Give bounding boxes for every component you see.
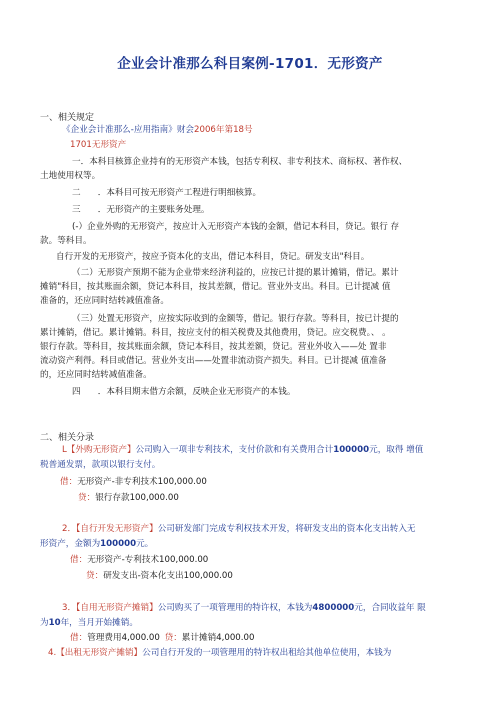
entry-3-years: 10 [48, 618, 61, 628]
entry-3-amount: 4800000 [312, 603, 355, 613]
entry-1-debit-text: 无形资产-非专利技术100,000.00 [77, 477, 207, 487]
entry-2-text: 公司研发部门完成专利权技术开发，将研发支出的资本化支出转入无 [157, 524, 416, 534]
entry-3-debit-text: 管理费用4,000.00 [87, 633, 160, 643]
entry-2-amount: 100000 [100, 539, 137, 549]
page-title: 企业会计准那么科目案例-1701．无形资产 [117, 56, 383, 72]
paragraph-7a: （三）处置无形资产，应按实际收到的金额等，借记。银行存款。等科目，按已计提的 [72, 314, 399, 324]
paragraph-4a: (-）企业外购的无形资产，按应计入无形资产本钱的金额，借记本科目，贷记。银行 存 [72, 222, 400, 232]
entry-2-credit-label: 贷： [86, 571, 104, 581]
entry-4-text: 公司自行开发的一项管理用的特许权出租给其他单位使用，本钱为 [142, 648, 392, 658]
entry-1-credit-text: 银行存款100,000.00 [95, 493, 179, 503]
entry-2-debit-text: 无形资产-专利技术100,000.00 [87, 555, 209, 565]
paragraph-1a: 一．本科目核算企业持有的无形资产本钱，包括专利权、非专利技术、商标权、著作权、 [72, 157, 408, 167]
section-heading-entries: 二、相关分录 [40, 433, 95, 443]
entry-3-tail: 元，合同收益年 限 [354, 603, 426, 613]
entry-1-credit-label: 贷： [78, 493, 96, 503]
entry-1-text: 公司购入一项非专利技术，支付价款和有关费用合计 [135, 445, 334, 455]
paragraph-6a: （二）无形资产预期不能为企业带来经济利益的，应按已计提的累计摊销，借记。累计 [72, 268, 399, 278]
paragraph-3: 三 ．无形资产的主要账务处理。 [72, 205, 210, 215]
entry-3-line2b: 年，当月开始摊销。 [60, 618, 138, 628]
entry-1-debit [60, 475, 207, 489]
entry-1-line1 [62, 443, 462, 457]
source-reference [62, 123, 462, 137]
paragraph-2: 二 ．本科目可按无形资产工程进行明细核算。 [72, 188, 262, 198]
entry-2-label: 2．【自行开发无形资产】 [62, 524, 158, 534]
paragraph-7d: 流动资产利得。科目或借记。营业外支出——处置非流动资产损失。科目。已计提减 值准备 [40, 356, 387, 366]
entry-1-credit [78, 491, 179, 505]
source-year: 2006年第18号 [194, 125, 253, 135]
entry-2-line2a: 形资产，金额为 [40, 539, 101, 549]
paragraph-8: 四 ．本科目期末借方余额，反映企业无形资产的本钱。 [72, 387, 296, 397]
account-code: 1701无形资产 [70, 140, 127, 150]
entry-4-label: 4.【出租无形资产摊销】 [48, 648, 143, 658]
entry-3-credit-text: 累计摊销4,000.00 [181, 633, 255, 643]
entry-3-label: 3．【自用无形资产摊销】 [62, 603, 158, 613]
entry-1-amount: 100000 [333, 445, 370, 455]
entry-1-label: L【外购无形资产】 [62, 445, 136, 455]
entry-3-line1 [62, 601, 472, 615]
entry-3-line2 [40, 616, 138, 630]
entry-3-credit-label: 贷： [164, 633, 182, 643]
entry-1-tail: 元，取得 增值 [369, 445, 424, 455]
entry-2-line1 [62, 522, 462, 536]
paragraph-6c: 准备的，还应同时结转减值准备。 [40, 296, 169, 306]
source-title: 《企业会计准那么-应用指南》财会 [62, 125, 195, 135]
entry-1-line2: 税普通发票，款项以银行支付。 [40, 460, 161, 470]
entry-3-text: 公司购买了一项管理用的特许权，本钱为 [157, 603, 313, 613]
paragraph-5: 自行开发的无形资产，按应予资本化的支出，借记本科目，贷记。研发支出"科目。 [56, 252, 370, 262]
entry-2-line2b: 元。 [136, 539, 154, 549]
entry-1-debit-label: 借： [60, 477, 78, 487]
paragraph-1b: 土地使用权等。 [40, 171, 101, 181]
paragraph-4b: 款。等科目。 [40, 236, 92, 246]
paragraph-7b: 累计摊销，借记。累计摊销。科目，按应支付的相关税费及其他费用，贷记。应交税费。、 。 [40, 328, 391, 338]
entry-2-debit-label: 借： [70, 555, 88, 565]
entry-2-credit [86, 569, 233, 583]
entry-3-debit-label: 借： [70, 633, 88, 643]
paragraph-7e: 的，还应同时结转减值准备。 [40, 370, 152, 380]
paragraph-7c: 银行存款。等科目，按其账面余额，贷记本科目，按其差额，贷记。营业外收入——处 置非 [40, 342, 387, 352]
entry-2-debit [70, 553, 208, 567]
entry-4-line1 [48, 646, 468, 660]
paragraph-6b: 摊销"科目，按其账面余额，贷记本科目，按其差额，借记。营业外支出。科目。已计提减 值 [40, 282, 391, 292]
entry-3-line2a: 为 [40, 618, 49, 628]
entry-2-credit-text: 研发支出-资本化支出100,000.00 [103, 571, 233, 581]
entry-2-line2 [40, 537, 153, 551]
section-heading-regulations: 一、相关规定 [40, 113, 95, 123]
entry-3-journal [70, 631, 254, 645]
